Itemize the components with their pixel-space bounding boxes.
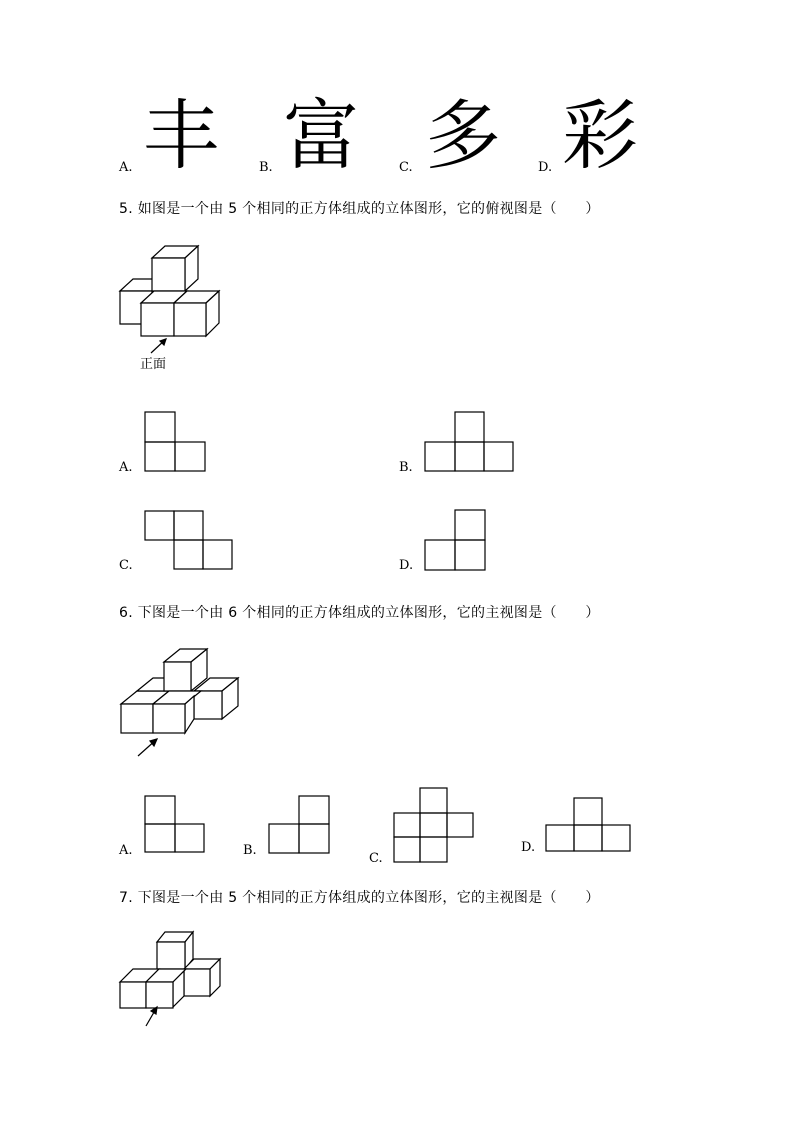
q4-option-a-char: 丰 [143,91,219,180]
q7-question-text: 7. 下图是一个由 5 个相同的正方体组成的立体图形，它的主视图是（ ） [119,890,600,906]
q5-front-label: 正面 [140,357,167,372]
q4-option-d-char: 彩 [562,91,638,180]
q4-option-d-letter: D. [538,160,553,175]
q4-option-b-char: 富 [283,91,359,180]
q5-option-d-letter: D. [399,558,414,573]
q5-option-c-letter: C. [119,558,133,573]
q6-question-text: 6. 下图是一个由 6 个相同的正方体组成的立体图形，它的主视图是（ ） [119,605,600,621]
q6-option-c-letter: C. [369,851,383,866]
q6-option-d-letter: D. [521,840,536,855]
q5-option-b-letter: B. [399,460,413,475]
q6-option-b-letter: B. [243,843,257,858]
q6-option-a-letter: A. [119,843,133,858]
q5-question-text: 5. 如图是一个由 5 个相同的正方体组成的立体图形，它的俯视图是（ ） [119,201,600,217]
q4-option-c-char: 多 [425,91,501,180]
q4-option-a-letter: A. [119,160,133,175]
q4-option-b-letter: B. [259,160,273,175]
q4-option-c-letter: C. [399,160,413,175]
q5-option-a-letter: A. [119,460,133,475]
